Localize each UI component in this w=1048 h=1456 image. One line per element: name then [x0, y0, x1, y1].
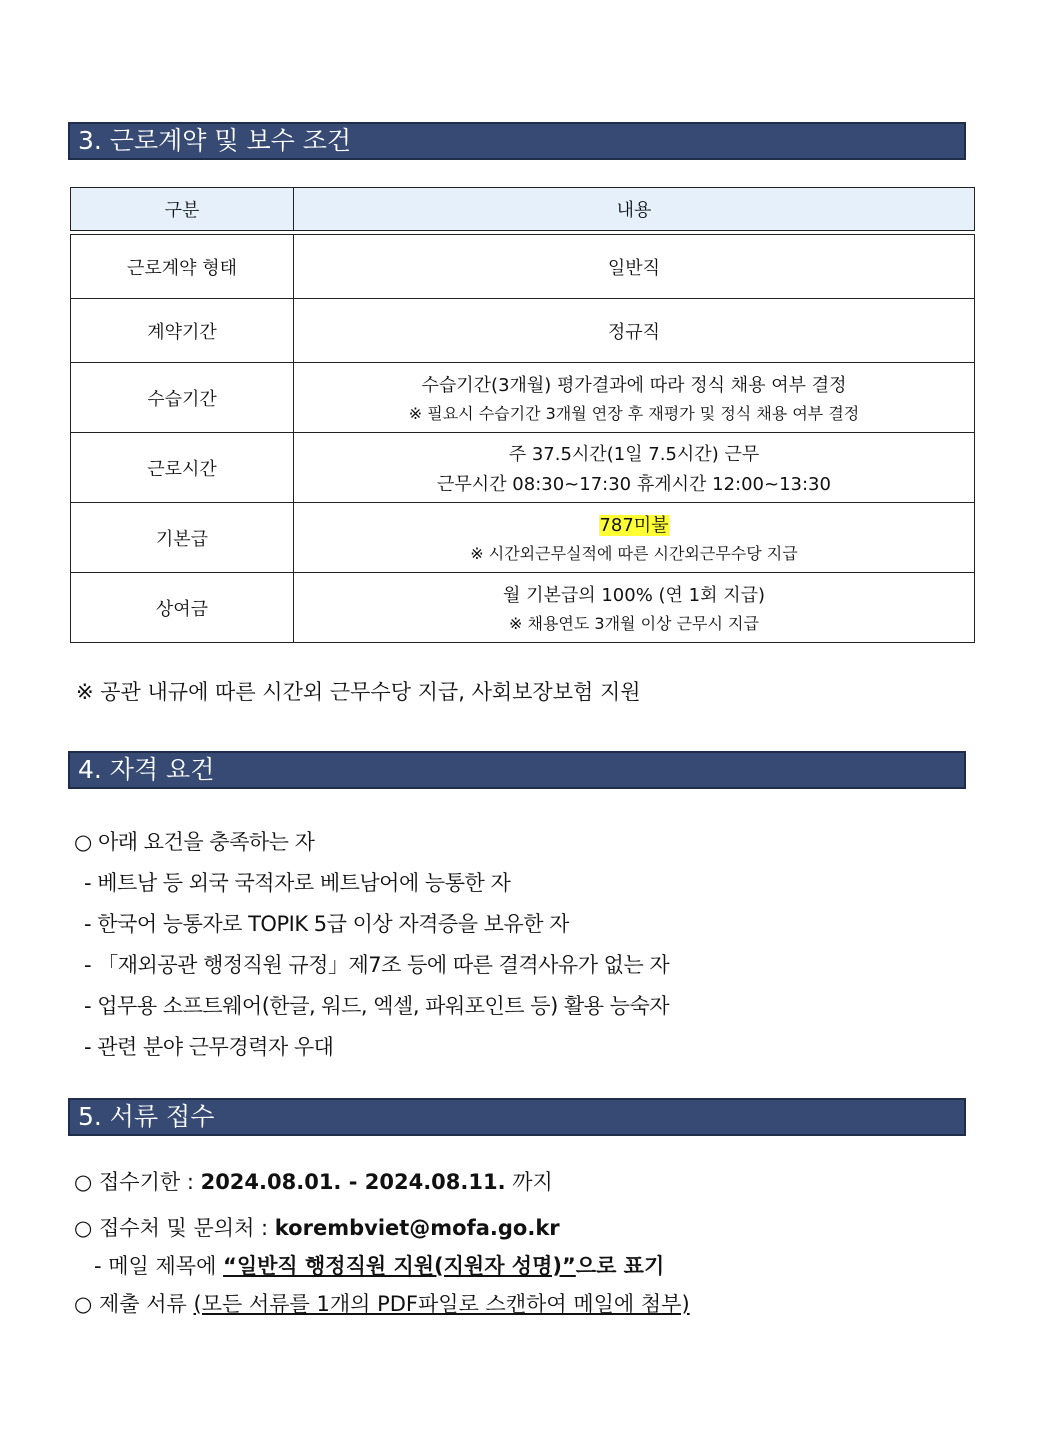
table-row [71, 235, 975, 299]
row-value [294, 573, 975, 643]
row-line2: ※ 필요시 수습기간 3개월 연장 후 재평가 및 정식 채용 여부 결정 [408, 404, 860, 423]
row-label: 근로시간 [71, 433, 294, 503]
conditions-table [70, 234, 975, 643]
row-value [294, 299, 975, 363]
row-value [294, 433, 975, 503]
row-line1: 일반직 [607, 257, 661, 279]
section-3-header: 3. 근로계약 및 보수 조건 [68, 122, 966, 160]
table-row [71, 503, 975, 573]
col-header-category: 구분 [71, 188, 294, 231]
deadline-label: ○ 접수기한 : [74, 1170, 201, 1194]
deadline-line [74, 1166, 553, 1196]
row-label: 수습기간 [71, 363, 294, 433]
table-header [70, 187, 975, 231]
contact-line [74, 1212, 560, 1242]
mail-subject-line [94, 1250, 664, 1280]
deadline-value: 2024.08.01. - 2024.08.11. [200, 1170, 506, 1194]
mail-subject: “일반직 행정직원 지원(지원자 성명)” [223, 1254, 576, 1278]
row-line2: ※ 채용연도 3개월 이상 근무시 지급 [509, 614, 759, 633]
row-label: 근로계약 형태 [71, 235, 294, 299]
requirement-item: - 「재외공관 행정직원 규정」제7조 등에 따른 결격사유가 없는 자 [84, 953, 670, 977]
contact-email: korembviet@mofa.go.kr [274, 1216, 560, 1240]
row-value [294, 235, 975, 299]
row-label: 상여금 [71, 573, 294, 643]
documents-value: (모든 서류를 1개의 PDF파일로 스캔하여 메일에 첨부) [193, 1292, 690, 1316]
mail-prefix: - 메일 제목에 [94, 1254, 224, 1278]
row-line1: 수습기간(3개월) 평가결과에 따라 정식 채용 여부 결정 [421, 375, 847, 396]
deadline-suffix: 까지 [505, 1170, 553, 1194]
requirement-item: - 베트남 등 외국 국적자로 베트남어에 능통한 자 [84, 871, 511, 895]
row-line1: 월 기본급의 100% (연 1회 지급) [502, 585, 766, 606]
section-3-note: ※ 공관 내규에 따른 시간외 근무수당 지급, 사회보장보험 지원 [76, 680, 641, 704]
table-row [71, 299, 975, 363]
row-line2: ※ 시간외근무실적에 따른 시간외근무수당 지급 [470, 544, 798, 563]
requirement-intro: ○ 아래 요건을 충족하는 자 [74, 830, 315, 854]
requirement-item: - 한국어 능통자로 TOPIK 5급 이상 자격증을 보유한 자 [84, 912, 569, 936]
row-value [294, 503, 975, 573]
mail-suffix: 으로 표기 [575, 1254, 665, 1278]
table-row [71, 363, 975, 433]
row-label: 기본급 [71, 503, 294, 573]
basic-salary-highlight: 787미불 [599, 515, 669, 536]
requirement-item: - 업무용 소프트웨어(한글, 워드, 엑셀, 파워포인트 등) 활용 능숙자 [84, 994, 670, 1018]
table-row [71, 573, 975, 643]
documents-line [74, 1288, 690, 1318]
row-label: 계약기간 [71, 299, 294, 363]
contact-label: ○ 접수처 및 문의처 : [74, 1216, 275, 1240]
documents-label: ○ 제출 서류 [74, 1292, 194, 1316]
row-line1: 주 37.5시간(1일 7.5시간) 근무 [508, 443, 760, 465]
section-4-header: 4. 자격 요건 [68, 751, 966, 789]
table-row [71, 433, 975, 503]
col-header-content: 내용 [294, 188, 975, 231]
row-line1: 정규직 [607, 321, 661, 343]
section-5-header: 5. 서류 접수 [68, 1098, 966, 1136]
row-value [294, 363, 975, 433]
row-line2: 근무시간 08:30~17:30 휴게시간 12:00~13:30 [437, 473, 831, 495]
requirement-item: - 관련 분야 근무경력자 우대 [84, 1035, 334, 1059]
